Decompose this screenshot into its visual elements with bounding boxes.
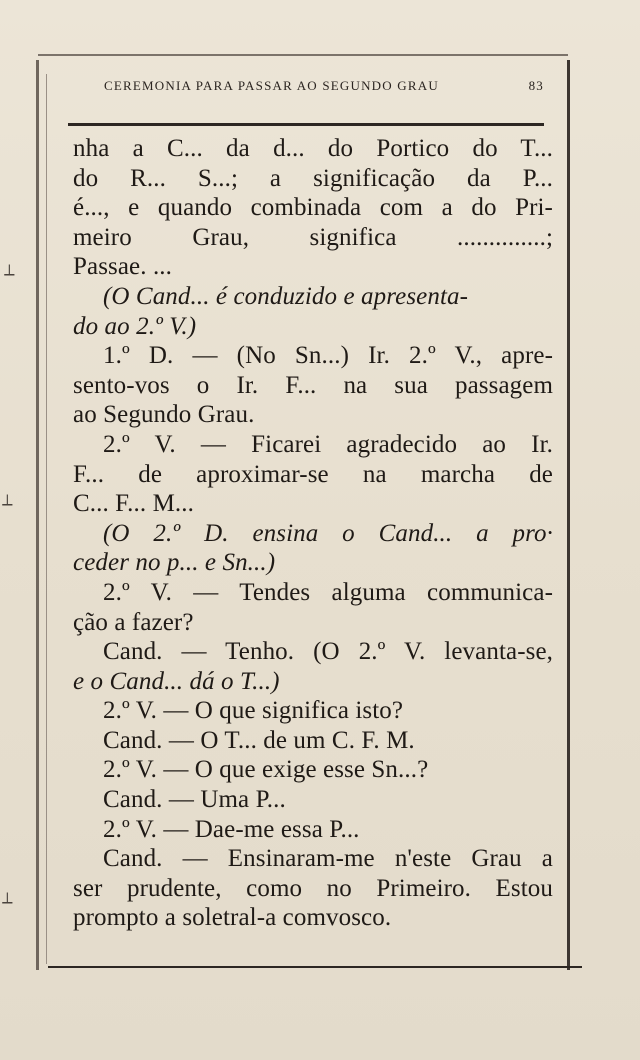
text-line: ser prudente, como no Primeiro. Estou — [73, 874, 553, 902]
frame-top-border — [38, 54, 568, 56]
text-line: do ao 2.º V.) — [73, 312, 197, 340]
header-rule — [68, 123, 544, 126]
text-line: e o Cand... dá o T...) — [73, 667, 280, 695]
text-line: F... de aproximar-se na marcha de — [73, 460, 553, 488]
frame-left-border — [36, 60, 39, 970]
margin-smudge-mark: ⟂ — [2, 890, 13, 907]
text-line: ção a fazer? — [73, 608, 194, 636]
running-title: CEREMONIA PARA PASSAR AO SEGUNDO GRAU — [104, 78, 439, 93]
text-line: sento-vos o Ir. F... na sua passagem — [73, 371, 553, 399]
text-line: prompto a soletral-a comvosco. — [73, 904, 392, 932]
margin-smudge-mark: ⟂ — [2, 492, 13, 509]
text-line: 2.º V. — Tendes alguma communica- — [103, 578, 553, 606]
frame-bottom-border — [48, 966, 582, 968]
frame-right-border — [567, 60, 570, 970]
text-line: 2.º V. — O que significa isto? — [103, 697, 404, 725]
body-text — [73, 134, 553, 933]
text-line: (O 2.º D. ensina o Cand... a pro· — [103, 519, 553, 547]
text-line: 2.º V. — Ficarei agradecido ao Ir. — [103, 430, 553, 458]
margin-smudge-mark: ⟂ — [4, 262, 15, 279]
text-line: Cand. — Ensinaram-me n'este Grau a — [103, 845, 553, 873]
text-line: é..., e quando combinada com a do Pri- — [73, 194, 553, 222]
running-header — [104, 78, 544, 94]
text-line: ceder no p... e Sn...) — [73, 549, 276, 577]
page-number: 83 — [528, 78, 544, 93]
text-line: 1.º D. — (No Sn...) Ir. 2.º V., apre- — [103, 342, 553, 370]
text-line: meiro Grau, significa ..............; — [73, 223, 553, 251]
text-line: ao Segundo Grau. — [73, 401, 255, 429]
text-line: (O Cand... é conduzido e apresenta- — [103, 282, 469, 310]
text-line: Passae. ... — [73, 253, 173, 281]
text-line: 2.º V. — Dae-me essa P... — [103, 815, 360, 843]
text-line: Cand. — O T... de um C. F. M. — [103, 726, 415, 754]
text-line: nha a C... da d... do Portico do T... — [73, 135, 553, 162]
text-line: C... F... M... — [73, 490, 194, 518]
text-line: Cand. — Tenho. (O 2.º V. levanta-se, — [103, 638, 553, 666]
text-line: do R... S...; a significação da P... — [73, 164, 553, 192]
frame-left-inner-border — [46, 74, 47, 964]
text-line: 2.º V. — O que exige esse Sn...? — [103, 756, 429, 784]
text-line: Cand. — Uma P... — [103, 786, 286, 814]
